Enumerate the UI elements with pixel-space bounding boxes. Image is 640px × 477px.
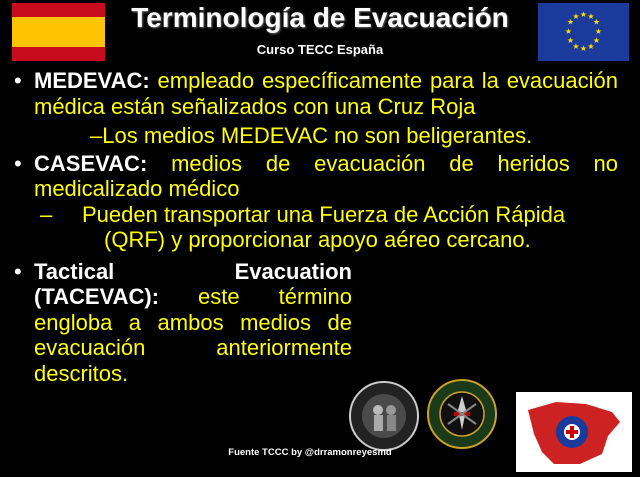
svg-text:★: ★ [579, 44, 588, 53]
page-subtitle: Curso TECC España [256, 42, 384, 57]
bullet-medevac: • MEDEVAC: empleado específicamente para la evacuación médica están señalizados con una Cruz Roja [14, 68, 618, 119]
bullet-casevac: • CASEVAC: medios de evacuación de heridos no medicalizado médico [14, 150, 618, 201]
svg-text:★: ★ [594, 27, 603, 36]
svg-text:★: ★ [592, 36, 601, 45]
bullet-list [12, 68, 618, 386]
svg-text:★: ★ [572, 12, 580, 21]
bullet-tacevac: • Tactical Evacuation (TACEVAC): este término engloba a ambos medios de evacuación anteriormente descritos. [14, 258, 352, 386]
c-tecc-badge-logo [426, 378, 498, 455]
medevac-sub: –Los medios MEDEVAC no son beligerantes. [90, 123, 533, 148]
term-tacevac: Tactical Evacuation (TACEVAC): [34, 258, 352, 309]
term-separator: : [142, 68, 150, 93]
medevac-text: empleado específicamente para la evacuación médica están señalizados con una Cruz Roja [34, 68, 618, 119]
svg-text:★: ★ [579, 10, 588, 19]
eu-flag [538, 3, 629, 61]
term-casevac: CASEVAC: [34, 150, 148, 176]
term-medevac: MEDEVAC [34, 68, 143, 93]
spain-map-logo [516, 392, 632, 472]
source-credit: Fuente TCCC by @drramonreyesmd [228, 447, 392, 458]
tccc-badge-logo [348, 380, 420, 457]
svg-text:★: ★ [592, 17, 601, 27]
casevac-sub-dash: – [40, 201, 53, 227]
tacevac-text: este término engloba a ambos medios de evacuación anteriormente descritos. [34, 284, 352, 386]
svg-text:★: ★ [587, 42, 595, 51]
svg-text:★: ★ [566, 17, 575, 27]
casevac-sub-line1: Pueden transportar una Fuerza de Acción Rápida [82, 201, 566, 227]
spain-flag [12, 3, 105, 61]
casevac-sub [12, 202, 618, 253]
casevac-sub-line2: (QRF) y proporcionar apoyo aéreo cercano. [104, 227, 531, 252]
svg-text:★: ★ [572, 42, 580, 51]
svg-text:★: ★ [564, 27, 573, 36]
svg-text:★: ★ [587, 12, 595, 21]
svg-text:★: ★ [566, 36, 575, 45]
page-title: Terminología de Evacuación [131, 2, 509, 33]
casevac-text: medios de evacuación de heridos no medicalizado médico [34, 150, 618, 201]
